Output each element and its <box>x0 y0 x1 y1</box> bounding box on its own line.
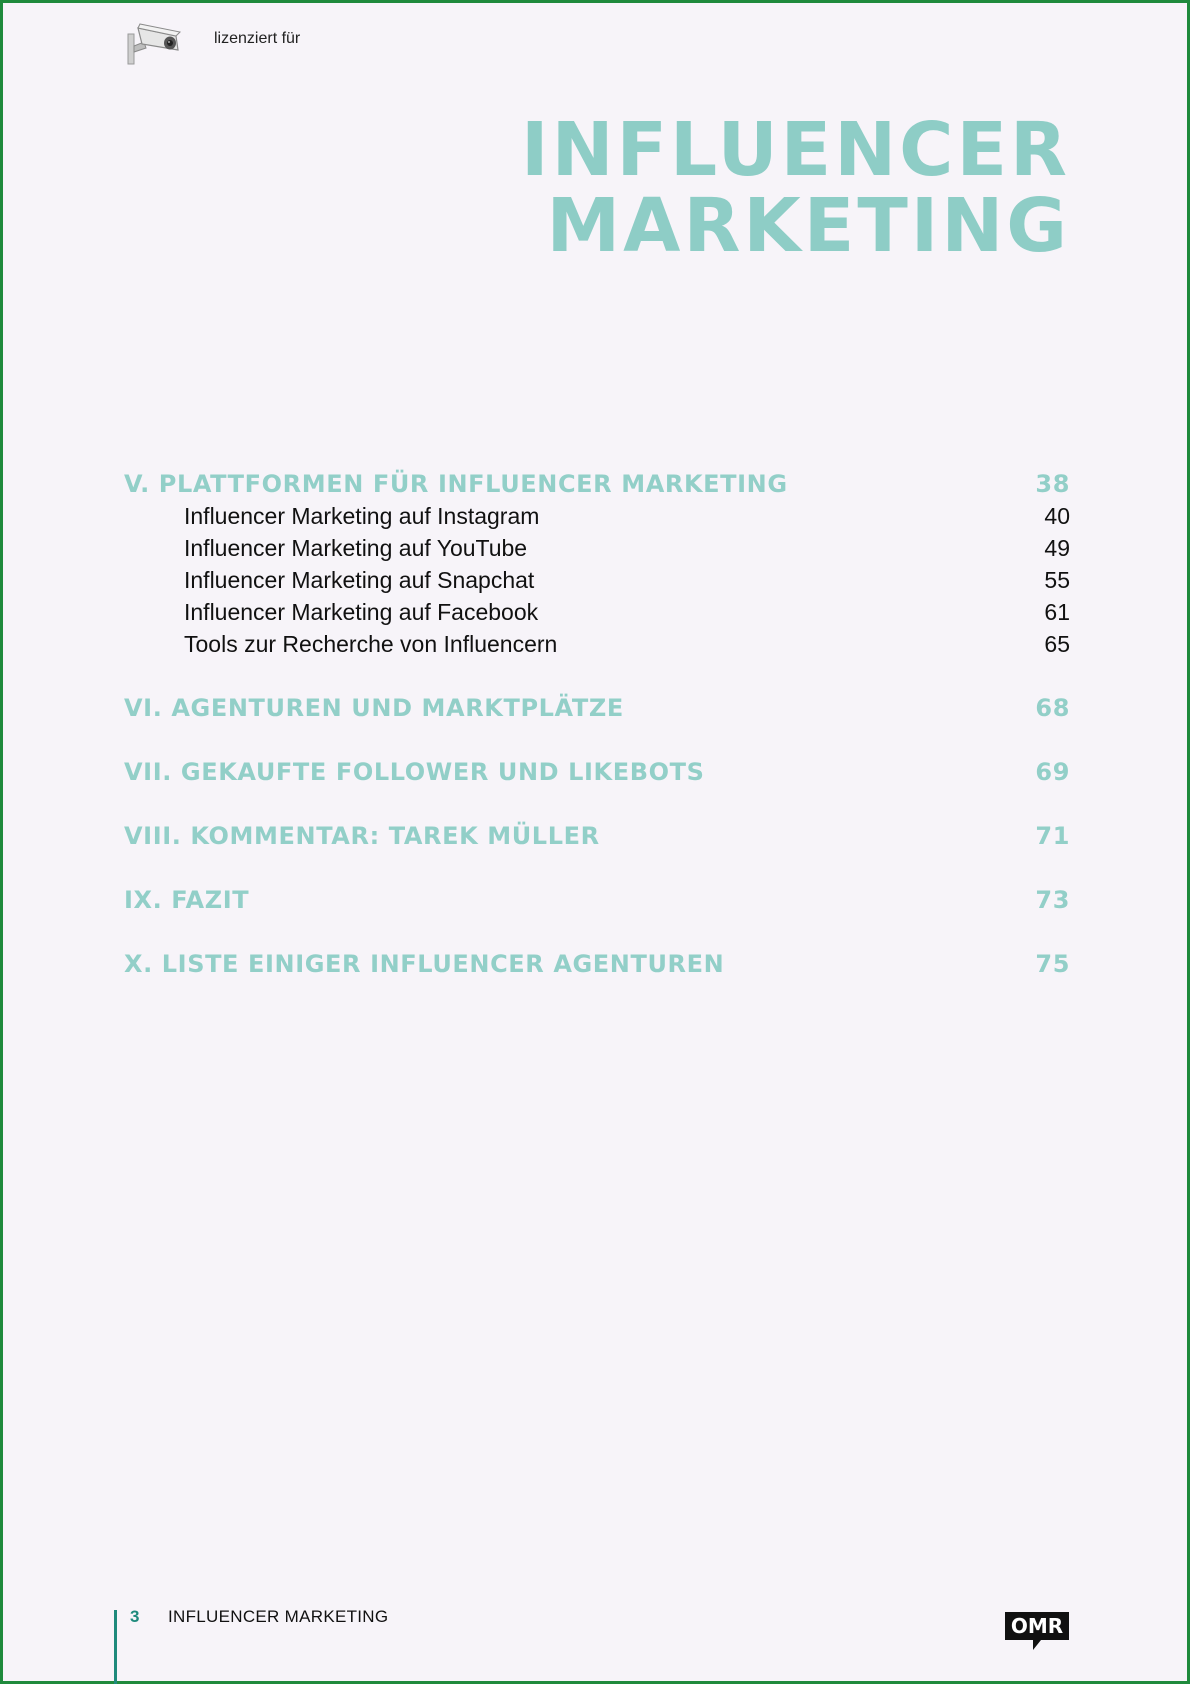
toc-section-label: Influencer Marketing auf Facebook <box>184 599 539 625</box>
toc-section-page: 49 <box>1044 535 1070 561</box>
toc-section-page: 61 <box>1044 599 1070 625</box>
security-camera-icon <box>126 20 186 68</box>
toc-chapter-label: V. PLATTFORMEN FÜR INFLUENCER MARKETING <box>124 470 788 498</box>
toc-section-label: Influencer Marketing auf Instagram <box>184 503 540 529</box>
footer-title: INFLUENCER MARKETING <box>168 1607 389 1626</box>
toc-chapter-page: 38 <box>1035 470 1070 498</box>
toc-section-youtube[interactable] <box>124 532 1070 564</box>
toc-chapter-7[interactable] <box>124 756 1070 788</box>
toc-section-tools[interactable] <box>124 628 1070 660</box>
toc-section-page: 65 <box>1044 631 1070 657</box>
omr-logo-icon <box>1003 1610 1071 1652</box>
toc-chapter-10[interactable] <box>124 948 1070 980</box>
toc-section-page: 55 <box>1044 567 1070 593</box>
table-of-contents <box>124 468 1070 980</box>
toc-section-label: Tools zur Recherche von Influencern <box>184 631 558 657</box>
omr-logo-text: OMR <box>1010 1614 1064 1638</box>
page-title <box>521 107 1070 269</box>
footer-accent-bar <box>114 1610 117 1684</box>
toc-chapter-9[interactable] <box>124 884 1070 916</box>
toc-chapter-page: 71 <box>1035 822 1070 850</box>
toc-chapter-label: VII. GEKAUFTE FOLLOWER UND LIKEBOTS <box>124 758 705 786</box>
toc-section-facebook[interactable] <box>124 596 1070 628</box>
toc-chapter-6[interactable] <box>124 692 1070 724</box>
title-line-1: INFLUENCER <box>521 107 1070 193</box>
toc-section-instagram[interactable] <box>124 500 1070 532</box>
toc-chapter-5[interactable] <box>124 468 1070 500</box>
toc-chapter-label: X. LISTE EINIGER INFLUENCER AGENTUREN <box>124 950 725 978</box>
toc-chapter-page: 68 <box>1035 694 1070 722</box>
toc-section-page: 40 <box>1044 503 1070 529</box>
toc-chapter-page: 69 <box>1035 758 1070 786</box>
toc-section-label: Influencer Marketing auf YouTube <box>184 535 528 561</box>
toc-chapter-page: 75 <box>1035 950 1070 978</box>
toc-chapter-label: VIII. KOMMENTAR: TAREK MÜLLER <box>124 822 600 850</box>
title-line-2: MARKETING <box>546 183 1070 269</box>
toc-chapter-8[interactable] <box>124 820 1070 852</box>
footer-page-number: 3 <box>130 1607 140 1626</box>
toc-chapter-page: 73 <box>1035 886 1070 914</box>
toc-chapter-label: VI. AGENTUREN UND MARKTPLÄTZE <box>124 694 624 722</box>
toc-section-label: Influencer Marketing auf Snapchat <box>184 567 535 593</box>
license-label: lizenziert für <box>214 30 301 47</box>
toc-chapter-label: IX. FAZIT <box>124 886 250 914</box>
toc-section-snapchat[interactable] <box>124 564 1070 596</box>
